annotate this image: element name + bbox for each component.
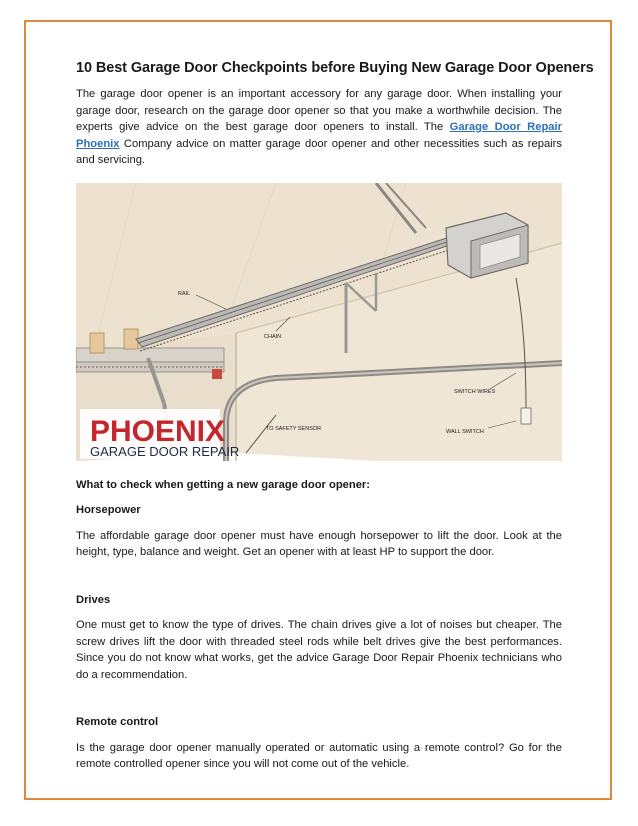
chain-label: CHAIN bbox=[264, 333, 282, 340]
intro-text-start: The garage door opener is an important accessory for any garage door. When installing your garage door, research on the garage door opener so that you make a worthwhile decision. The experts give advice on the best garage door openers to install. The bbox=[76, 88, 562, 133]
drives-body: One must get to know the type of drives. The chain drives give a lot of noises but cheaper. The screw drives lift the door with threaded steel rods while belt drives give the best performances. Since you do not know what works, get the advice Garage Door Repair Phoenix technicians who do a recommendation. bbox=[76, 619, 562, 681]
garage-illustration-svg bbox=[76, 183, 562, 461]
document-body bbox=[76, 60, 594, 773]
safety-sensor-label: TO SAFETY SENSOR bbox=[266, 425, 322, 432]
switch-wires-label: SWITCH WIRES bbox=[454, 388, 496, 395]
wall-switch bbox=[521, 408, 531, 424]
drives-title: Drives bbox=[76, 593, 111, 606]
remote-control-title: Remote control bbox=[76, 716, 159, 728]
logo-subtitle-text: GARAGE DOOR REPAIR bbox=[90, 443, 240, 459]
logo-phoenix-text: PHOENIX bbox=[90, 414, 226, 448]
intro-paragraph bbox=[76, 86, 562, 169]
rail-label: RAIL bbox=[178, 290, 191, 297]
intro-text-end: Company advice on matter garage door opener and other necessities such as repairs and servicing. bbox=[76, 137, 562, 166]
section-heading: What to check when getting a new garage door opener: bbox=[76, 478, 371, 491]
garage-opener-illustration bbox=[76, 183, 562, 461]
garage-door-repair-phoenix-link[interactable]: Garage Door Repair Phoenix bbox=[76, 121, 562, 150]
page-title: 10 Best Garage Door Checkpoints before Buying New Garage Door Openers bbox=[76, 60, 594, 76]
horsepower-title: Horsepower bbox=[76, 504, 141, 516]
horsepower-body: The affordable garage door opener must have enough horsepower to lift the door. Look at the height, type, balance and weight. Get an opener with at least HP to support the door. bbox=[76, 529, 562, 558]
wall-switch-label: WALL SWITCH bbox=[446, 428, 484, 435]
remote-control-body: Is the garage door opener manually operated or automatic using a remote control? Go for the remote controlled opener since you will not come out of the vehicle. bbox=[76, 741, 562, 770]
